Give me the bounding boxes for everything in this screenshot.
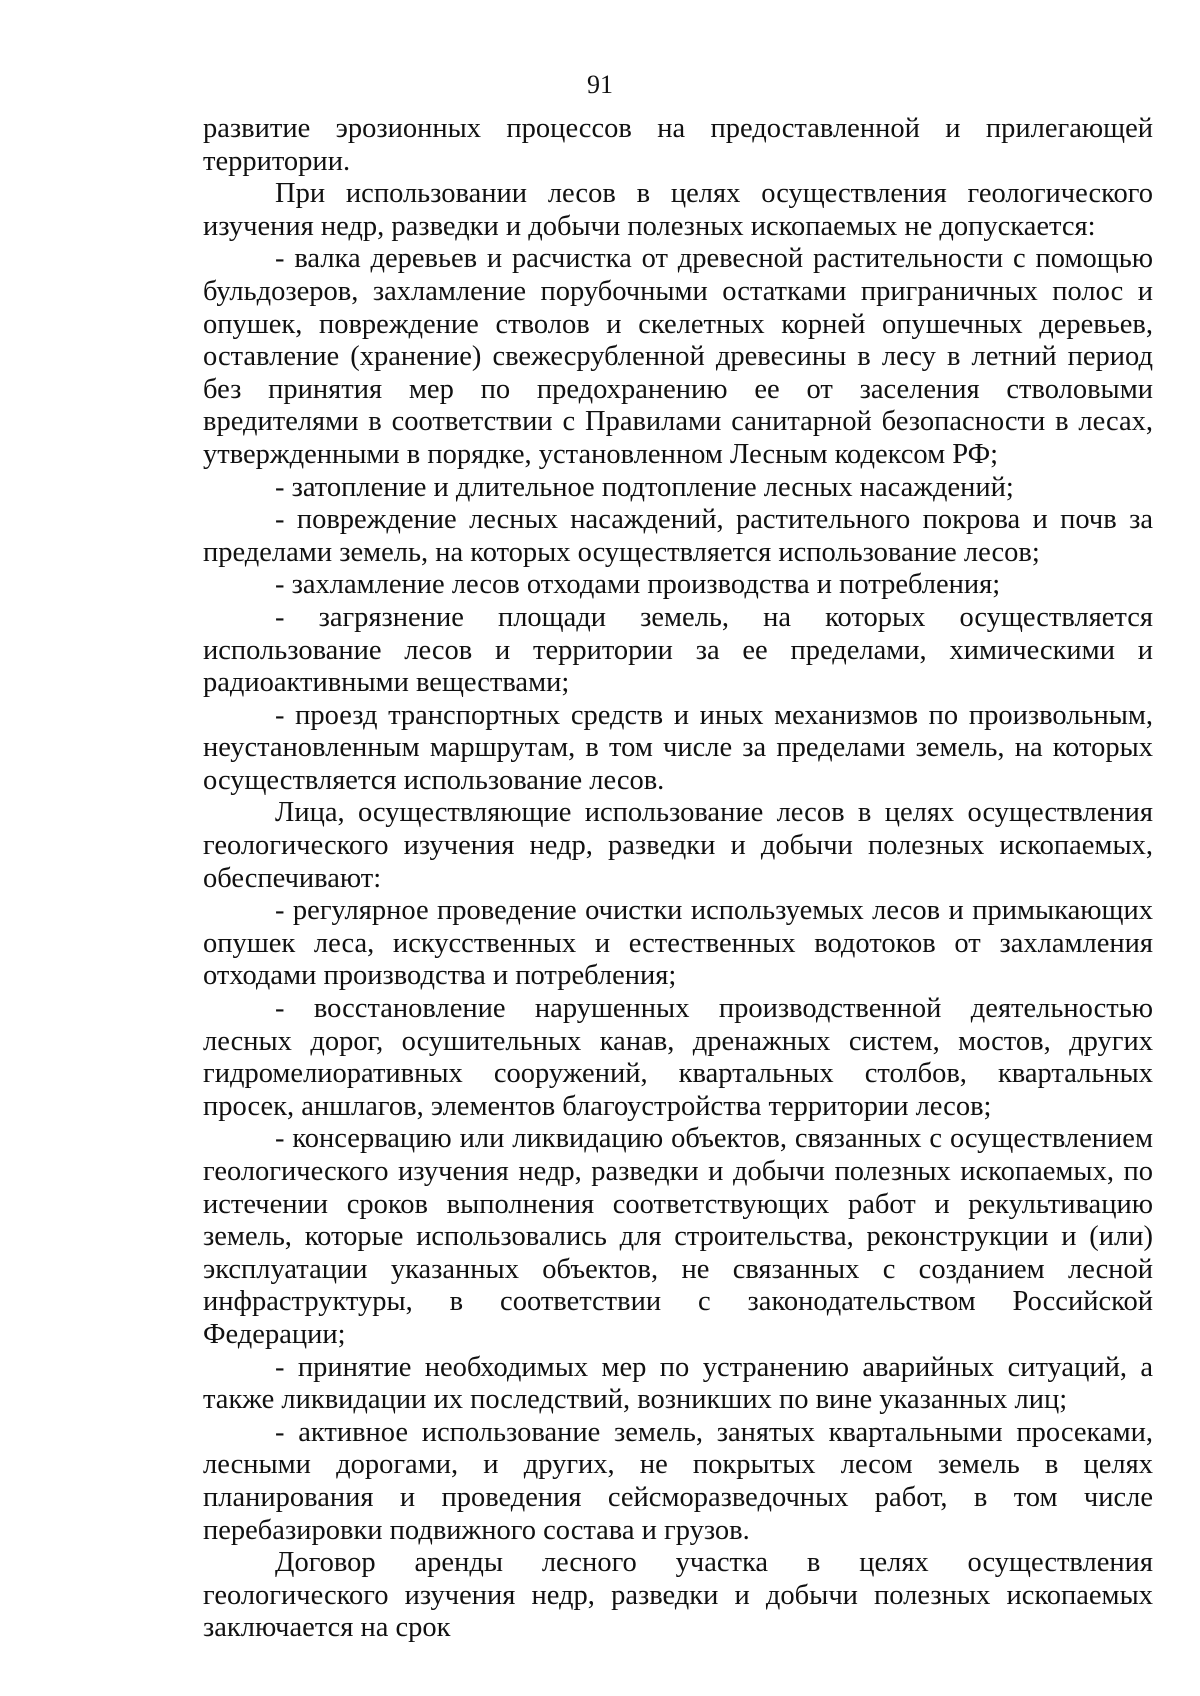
list-item-pollution: - загрязнение площади земель, на которых осуществляется использование лесов и территории за ее пределами, химическими и радиоактивными веществами;	[203, 601, 1153, 699]
paragraph-continuation: развитие эрозионных процессов на предоставленной и прилегающей территории.	[203, 113, 1153, 177]
paragraph-prohibitions-intro: При использовании лесов в целях осуществления геологического изучения недр, разведки и добычи полезных ископаемых не допускается:	[203, 178, 1153, 242]
document-body	[203, 113, 1153, 1645]
list-item-conservation: - консервацию или ликвидацию объектов, связанных с осуществлением геологического изучения недр, разведки и добычи полезных ископаемых, по истечении сроков выполнения соответствующих работ и рекультивацию земель, которые использовались для строительства, реконструкции и (или) эксплуатации указанных объектов, не связанных с созданием лесной инфраструктуры, в соответствии с законодательством Российской Федерации;	[203, 1123, 1153, 1350]
list-item-flooding: - затопление и длительное подтопление лесных насаждений;	[275, 471, 1014, 503]
paragraph-lease-term: Договор аренды лесного участка в целях осуществления геологического изучения недр, разведки и добычи полезных ископаемых заключается на срок	[203, 1547, 1153, 1644]
list-item-restoration: - восстановление нарушенных производственной деятельностью лесных дорог, осушительных канав, дренажных систем, мостов, других гидромелиоративных сооружений, квартальных столбов, квартальных просек, аншлагов, элементов благоустройства территории лесов;	[203, 993, 1153, 1122]
list-item-emergency: - принятие необходимых мер по устранению аварийных ситуаций, а также ликвидации их последствий, возникших по вине указанных лиц;	[203, 1351, 1153, 1416]
list-item-cleaning: - регулярное проведение очистки используемых лесов и примыкающих опушек леса, искусственных и естественных водотоков от захламления отходами производства и потребления;	[203, 895, 1153, 992]
list-item-vehicle-passage: - проезд транспортных средств и иных механизмов по произвольным, неустановленным маршрутам, в том числе за пределами земель, на которых осуществляется использование лесов.	[203, 699, 1153, 796]
page-number: 91	[587, 70, 613, 99]
list-item-damage: - повреждение лесных насаждений, растительного покрова и почв за пределами земель, на которых осуществляется использование лесов;	[203, 504, 1153, 568]
list-item-land-use: - активное использование земель, занятых квартальными просеками, лесными дорогами, и других, не покрытых лесом земель в целях планирования и проведения сейсморазведочных работ, в том числе перебазировки подвижного состава и грузов.	[203, 1416, 1153, 1546]
list-item-littering: - захламление лесов отходами производства и потребления;	[275, 569, 1001, 601]
paragraph-obligations-intro: Лица, осуществляющие использование лесов в целях осуществления геологического изучения недр, разведки и добычи полезных ископаемых, обеспечивают:	[203, 797, 1153, 894]
list-item-tree-felling: - валка деревьев и расчистка от древесной растительности с помощью бульдозеров, захламление порубочными остатками приграничных полос и опушек, повреждение стволов и скелетных корней опушечных деревьев, оставление (хранение) свежесрубленной древесины в лесу в летний период без принятия мер по предохранению ее от заселения стволовыми вредителями в соответствии с Правилами санитарной безопасности в лесах, утвержденными в порядке, установленном Лесным кодексом РФ;	[203, 243, 1153, 470]
